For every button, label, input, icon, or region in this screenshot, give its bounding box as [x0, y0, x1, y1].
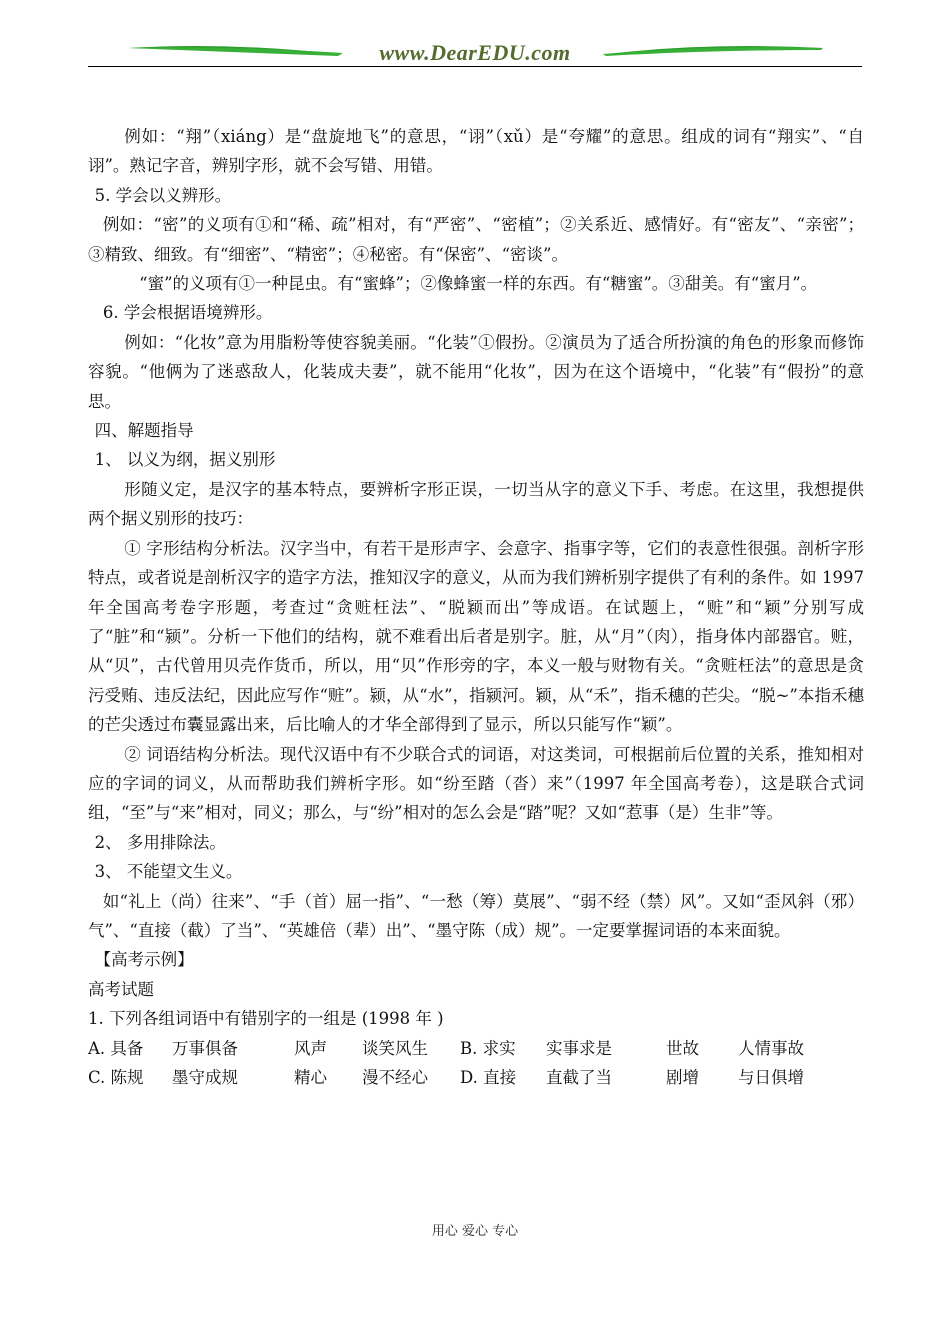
option-cell: C. 陈规 [88, 1068, 144, 1087]
option-cell: D. 直接 [460, 1068, 517, 1087]
question: 1. 下列各组词语中有错别字的一组是 (1998 年 ) [88, 1009, 444, 1029]
paragraph: ① 字形结构分析法。汉字当中，有若干是形声字、会意字、指事字等，它们的表意性很强。剖析字形特点，或者说是剖析汉字的造字方法，推知汉字的意义，从而为我们辨析别字提供了有利的条件。如 1997 年全国高考卷字形题，考查过“贪赃枉法”、“脱颖而出”等成语。在试题上，“赃”和“颖”分别写成了“脏”和“颍”。分析一下他们的结构，就不难看出后者是别字。脏，从“月”（肉），指身体内部器官。赃，从“贝”，古代曾用贝壳作货币，所以，用“贝”作形旁的字，本义一般与财物有关。“贪赃枉法”的意思是贪污受贿、违反法纪，因此应写作“赃”。颍，从“水”，指颍河。颖，从“禾”，指禾穗的芒尖。“脱~”本指禾穗的芒尖透过布囊显露出来，后比喻人的才华全部得到了显示，所以只能写作“颖”。 [88, 538, 864, 735]
paragraph: 例如：“化妆”意为用脂粉等使容貌美丽。“化装”①假扮。②演员为了适合所扮演的角色的形象而修饰容貌。“他俩为了迷惑敌人，化装成夫妻”，就不能用“化妆”，因为在这个语境中，“化装”有“假扮”的意思。 [88, 332, 864, 411]
paragraph: ② 词语结构分析法。现代汉语中有不少联合式的词语，对这类词，可根据前后位置的关系，推知相对应的字词的词义，从而帮助我们辨析字形。如“纷至踏（沓）来”（1997 年全国高考卷），这是联合式词组，“至”与“来”相对，同义；那么，与“纷”相对的怎么会是“踏”呢？又如“惹事（是）生非”等。 [88, 744, 864, 823]
section-heading: 【高考示例】 [94, 950, 194, 970]
list-heading: 3、 不能望文生义。 [94, 862, 243, 882]
list-heading: 5. 学会以义辨形。 [94, 185, 232, 205]
option-cell: 精心 [294, 1068, 327, 1087]
header-rule [88, 66, 862, 67]
option-cell: 墨守成规 [172, 1068, 238, 1087]
paragraph: 形随义定，是汉字的基本特点，要辨析字形正误，一切当从字的意义下手、考虑。在这里，我想提供两个据义别形的技巧： [88, 479, 864, 529]
paragraph: 例如：“密”的义项有①和“稀、疏”相对，有“严密”、“密植”；②关系近、感情好。有“密友”、“亲密”；③精致、细致。有“细密”、“精密”；④秘密。有“保密”、“密谈”。 [88, 215, 864, 264]
option-cell: 漫不经心 [362, 1068, 428, 1087]
option-cell: 风声 [294, 1038, 327, 1058]
options-row [88, 1063, 864, 1092]
paragraph: “蜜”的义项有①一种昆虫。有“蜜蜂”；②像蜂蜜一样的东西。有“糖蜜”。③甜美。有“蜜月”。 [139, 274, 818, 294]
option-cell: 世故 [666, 1038, 699, 1058]
page-footer: 用心 爱心 专心 [431, 1224, 519, 1239]
option-cell: A. 具备 [88, 1038, 144, 1058]
subheading: 高考试题 [88, 979, 154, 999]
list-heading: 1、 以义为纲，据义别形 [94, 450, 276, 470]
option-cell: 万事俱备 [172, 1038, 238, 1058]
document-body [88, 122, 864, 1092]
site-header [88, 36, 862, 70]
list-heading: 6. 学会根据语境辨形。 [102, 303, 273, 323]
option-cell: 剧增 [666, 1068, 699, 1087]
site-logo: www.DearEDU.com [379, 40, 571, 65]
option-cell: B. 求实 [460, 1038, 516, 1058]
option-cell: 实事求是 [546, 1038, 612, 1058]
option-cell: 人情事故 [738, 1038, 804, 1058]
options-row [88, 1034, 864, 1063]
paragraph: 例如：“翔”（xiáng）是“盘旋地飞”的意思，“诩”（xǔ）是“夸耀”的意思。组成的词有“翔实”、“自诩”。熟记字音，辨别字形，就不会写错、用错。 [88, 127, 864, 176]
list-heading: 2、 多用排除法。 [94, 832, 226, 852]
option-cell: 谈笑风生 [362, 1038, 428, 1058]
paragraph: 如“礼上（尚）往来”、“手（首）屈一指”、“一愁（筹）莫展”、“弱不经（禁）风”。又如“歪风斜（邪）气”、“直接（截）了当”、“英雄倍（辈）出”、“墨守陈（成）规”。一定要掌握词语的本来面貌。 [88, 891, 864, 940]
option-cell: 与日俱增 [738, 1068, 804, 1087]
section-heading: 四、解题指导 [94, 421, 194, 441]
option-cell: 直截了当 [546, 1068, 612, 1087]
